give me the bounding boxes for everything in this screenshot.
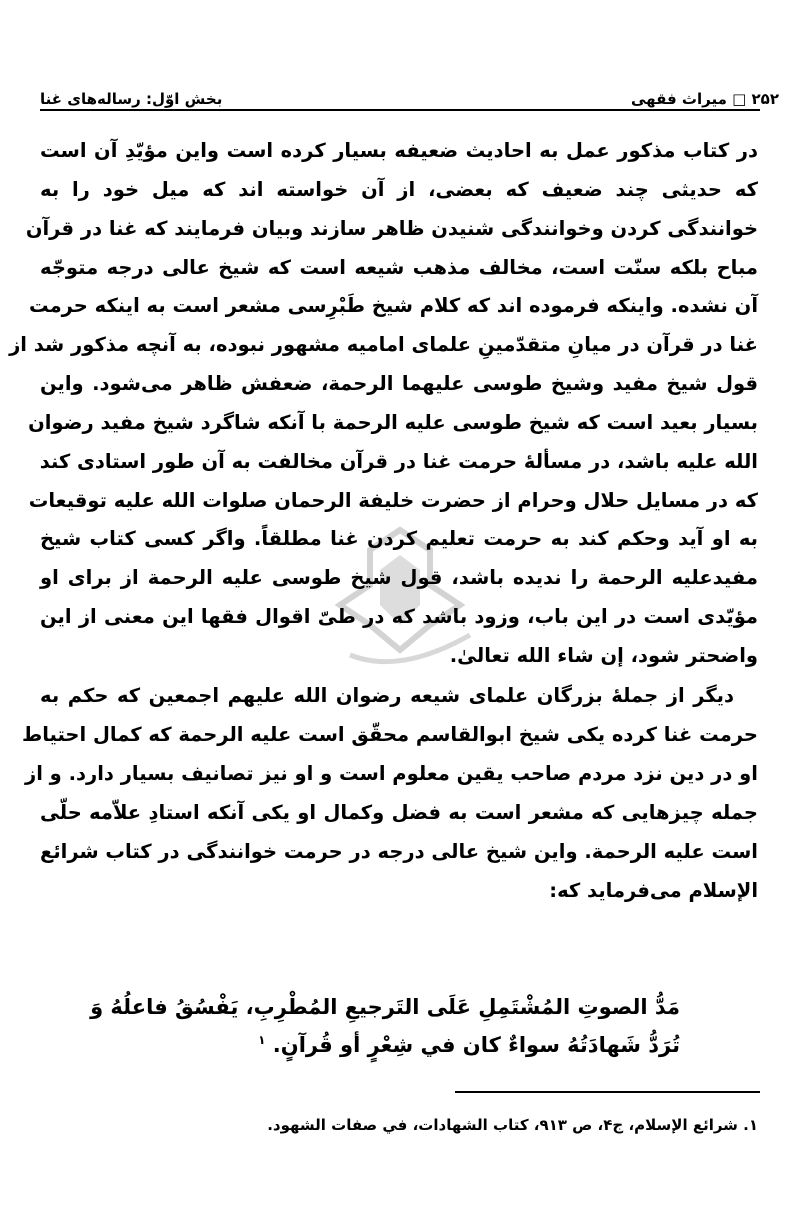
body-line: خوانندگی کردن وخوانندگی شنیدن ظاهر سازند وبیان فرمایند که غنا در قرآن	[25, 217, 758, 240]
book-title: میراث فقهی	[631, 90, 727, 108]
header-page-book	[631, 90, 779, 108]
body-line: مباح بلکه سنّت است، مخالف مذهب شیعه است که شیخ عالی درجه متوجّه	[40, 256, 758, 279]
body-line: غنا در قرآن در میانِ متقدّمینِ علمای امامیه مشهور نبوده، به آنچه مذکور شد از	[9, 333, 758, 356]
body-line: الله علیه باشد، در مسألهٔ حرمت غنا در قرآن مخالفت به آن طور استادی کند	[39, 450, 758, 473]
header-rule	[40, 109, 760, 111]
body-line: واضحتر شود، إن شاء الله تعالیٰ.	[449, 644, 758, 667]
body-line: که در مسایل حلال وحرام از حضرت خلیفة الرحمان صلوات الله علیه توقیعات	[28, 489, 758, 512]
quote-line	[40, 1033, 740, 1057]
footnote-reference[interactable]: ۱	[258, 1033, 266, 1047]
body-line: آن نشده. واینکه فرموده اند که کلام شیخ طَبْرِسی مشعر است به اینکه حرمت	[28, 294, 758, 317]
body-line: است علیه الرحمة. واین شیخ عالی درجه در حرمت خوانندگی در کتاب شرائع	[40, 840, 758, 863]
square-icon: □	[732, 90, 747, 108]
body-line: بسیار بعید است که شیخ طوسی علیه الرحمة با آنکه شاگرد شیخ مفید رضوان	[28, 411, 758, 434]
body-line: در کتاب مذکور عمل به احادیث ضعیفه بسیار کرده است واین مؤیّدِ آن است	[40, 139, 758, 162]
body-line: قول شیخ مفید وشیخ طوسی علیهما الرحمة، ضعفش ظاهر می‌شود. واین	[40, 372, 758, 395]
body-line: که حدیثی چند ضعیف که بعضی، از آن خواسته اند که میل خود را به	[40, 178, 758, 201]
quote-line: مَدُّ الصوتِ المُشْتَمِلِ عَلَى التَرجیعِ المُطْرِبِ، یَفْسُقُ فاعلُهُ وَ	[90, 995, 680, 1019]
body-line: الإسلام می‌فرماید که:	[549, 879, 758, 902]
quote-text: تُرَدُّ شَهادَتُهُ سواءٌ كان في شِعْرٍ أو قُرآنٍ.	[272, 1033, 680, 1057]
body-line: به او آید وحکم کند به حرمت تعلیم کردن غنا مطلقاً. واگر کسی کتاب شیخ	[40, 527, 758, 550]
body-line: حرمت غنا کرده یکی شیخ ابوالقاسم محقّق است علیه الرحمة که کمال احتیاط	[21, 723, 758, 746]
footnote-rule	[455, 1091, 760, 1093]
footnote: ۱. شرائع الإسلام، ج۴، ص ۹۱۳، کتاب الشهادات، في صفات الشهود.	[267, 1116, 758, 1134]
body-line: دیگر از جملهٔ بزرگان علمای شیعه رضوان الله علیهم اجمعین که حکم به	[40, 684, 734, 707]
body-line: مفیدعلیه الرحمة را ندیده باشد، قول شیخ طوسی علیه الرحمة از برای او	[40, 566, 758, 589]
body-line: او در دین نزد مردم صاحب یقین معلوم است و او نیز تصانیف بسیار دارد. و از	[24, 762, 758, 785]
body-line: مؤیّدی است در این باب، وزود باشد که در طیّ اقوال فقها این معنی از این	[40, 605, 758, 628]
section-title: بخش اوّل: رساله‌های غنا	[40, 90, 223, 108]
page-number: ۲۵۲	[751, 90, 779, 108]
body-line: جمله چیزهایی که مشعر است به فضل وکمال او یکی آنکه استادِ علاّمه حلّی	[40, 801, 758, 824]
